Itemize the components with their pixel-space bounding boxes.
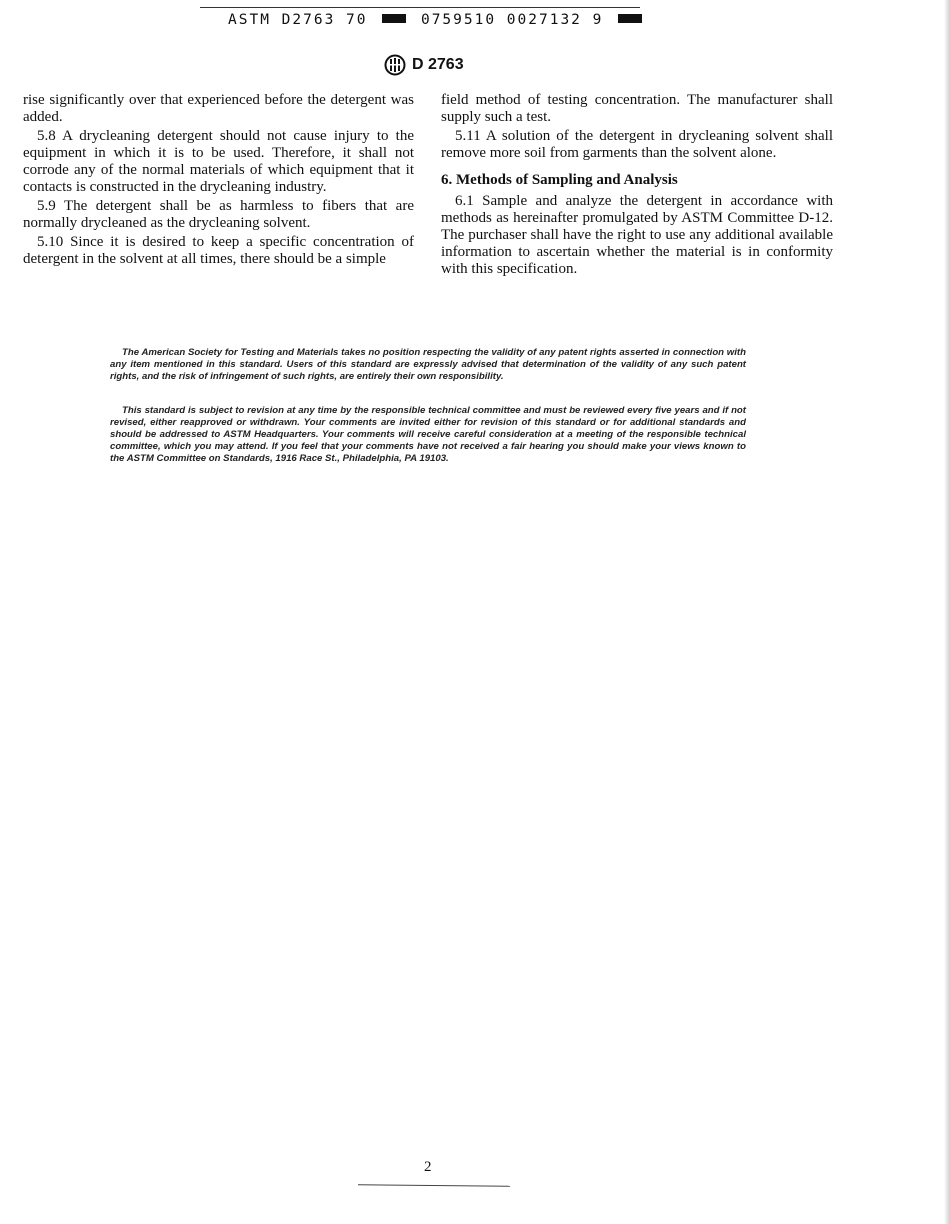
patent-notice bbox=[110, 347, 746, 383]
code-part-1: ASTM D2763 70 bbox=[228, 12, 368, 28]
designation-header bbox=[384, 54, 464, 76]
paragraph-6-1: 6.1 Sample and analyze the detergent in accordance with methods as hereinafter promulgated by ASTM Committee D-12. The purchaser shall have the right to use any additional available information to ascertain whether the material is in conformity with this specification. bbox=[441, 193, 833, 277]
astm-logo-icon bbox=[384, 54, 406, 76]
scan-edge-shadow bbox=[944, 0, 950, 1224]
bottom-rule bbox=[358, 1184, 510, 1187]
paragraph-5-9: 5.9 The detergent shall be as harmless to fibers that are normally drycleaned as the drycleaning solvent. bbox=[23, 198, 414, 231]
top-rule bbox=[200, 7, 640, 8]
right-column bbox=[441, 92, 833, 280]
document-code-header bbox=[228, 12, 708, 28]
left-column bbox=[23, 92, 414, 270]
patent-notice-text: The American Society for Testing and Materials takes no position respecting the validity of any patent rights asserted in connection with any item mentioned in this standard. Users of this standard are expressly advised that determination of the validity of any such patent rights, and the risk of infringement of such rights, are entirely their own responsibility. bbox=[110, 347, 746, 382]
paragraph-5-8: 5.8 A drycleaning detergent should not cause injury to the equipment in which it is to be used. Therefore, it shall not corrode any of the normal materials of which equipment that it contacts is constructed in the drycleaning industry. bbox=[23, 128, 414, 195]
paragraph-5-10: 5.10 Since it is desired to keep a specific concentration of detergent in the solvent at all times, there should be a simple bbox=[23, 234, 414, 267]
revision-notice-text: This standard is subject to revision at any time by the responsible technical committee and must be reviewed every five years and if not revised, either reapproved or withdrawn. Your comments are invited either for revision of this standard or for additional standards and should be addressed to ASTM Headquarters. Your comments will receive careful consideration at a meeting of the responsible technical committee, which you may attend. If you feel that your comments have not received a fair hearing you should make your views known to the ASTM Committee on Standards, 1916 Race St., Philadelphia, PA 19103. bbox=[110, 405, 746, 464]
black-bar-mark bbox=[382, 14, 406, 23]
code-part-2: 0759510 0027132 9 bbox=[420, 12, 604, 28]
designation-number: D 2763 bbox=[412, 56, 464, 73]
black-bar-mark bbox=[618, 14, 642, 23]
section-heading-6: 6. Methods of Sampling and Analysis bbox=[441, 172, 678, 188]
page-number: 2 bbox=[424, 1159, 432, 1175]
paragraph-continuation: rise significantly over that experienced before the detergent was added. bbox=[23, 92, 414, 125]
revision-notice bbox=[110, 405, 746, 465]
paragraph-continuation: field method of testing concentration. The manufacturer shall supply such a test. bbox=[441, 92, 833, 125]
paragraph-5-11: 5.11 A solution of the detergent in drycleaning solvent shall remove more soil from garments than the solvent alone. bbox=[441, 128, 833, 161]
